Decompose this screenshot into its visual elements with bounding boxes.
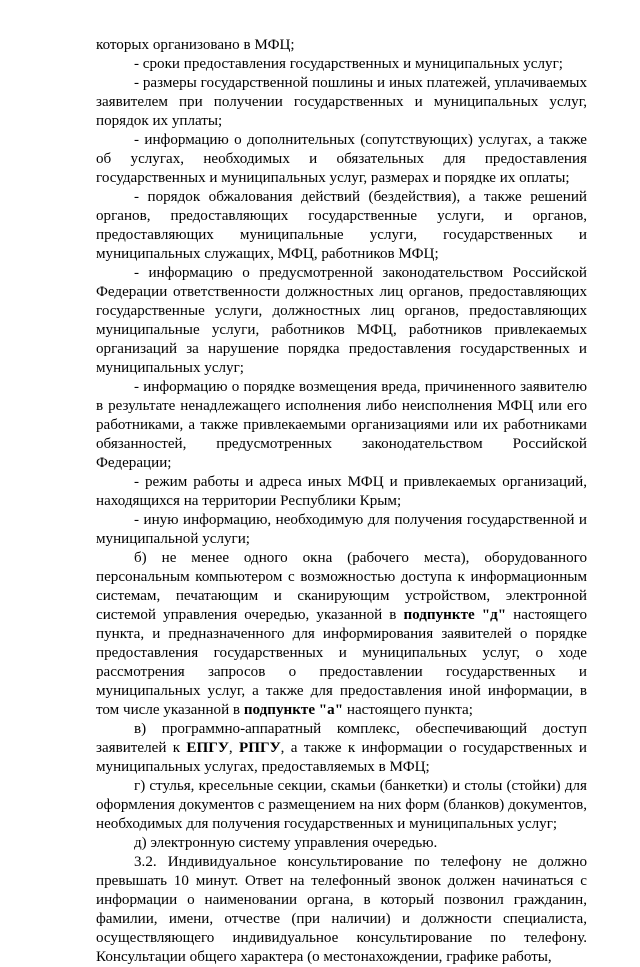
bold-reference: подпункте "а" xyxy=(243,702,344,718)
text-run: - информацию о порядке возмещения вреда, причиненного заявителю в результате ненадлежащего исполнения либо неисполнения МФЦ или его работниками, а также привлекаемыми организациями или их работниками обязанностей, предусмотренных законодательством Российской Федерации; xyxy=(96,379,587,471)
bold-reference: ЕПГУ xyxy=(186,740,229,756)
bold-reference: подпункте "д" xyxy=(403,607,507,623)
text-run: - иную информацию, необходимую для получения государственной и муниципальной услуги; xyxy=(96,512,587,547)
text-run: - сроки предоставления государственных и муниципальных услуг; xyxy=(134,56,563,72)
text-run: настоящего пункта, и предназначенного для информирования заявителей о порядке предоставления государственных и муниципальных услуг, о ходе рассмотрения запросов о предоставлении государственных и муниципальных услуг, а также для предоставления иной информации, в том числе указанной в xyxy=(96,607,587,718)
paragraph xyxy=(96,378,587,473)
paragraph xyxy=(96,264,587,378)
text-run: - порядок обжалования действий (бездействия), а также решений органов, предоставляющих государственные услуги, и органов, предоставляющих муниципальные услуги, государственных и муниципальных служащих, МФЦ, работников МФЦ; xyxy=(96,189,587,262)
paragraph xyxy=(96,188,587,264)
paragraph xyxy=(96,777,587,834)
paragraph xyxy=(96,36,587,55)
text-run: - режим работы и адреса иных МФЦ и привлекаемых организаций, находящихся на территории Республики Крым; xyxy=(96,474,587,509)
text-run: б) не менее одного окна (рабочего места), оборудованного персональным компьютером с возможностью доступа к информационным системам, печатающим и сканирующим устройством, электронной системой управления очередью, указанной в xyxy=(96,550,587,623)
bold-reference: РПГУ xyxy=(239,740,281,756)
paragraph xyxy=(96,473,587,511)
paragraph xyxy=(96,549,587,720)
text-run: которых организовано в МФЦ; xyxy=(96,37,295,53)
text-run: 3.2. Индивидуальное консультирование по телефону не должно превышать 10 минут. Ответ на телефонный звонок должен начинаться с информации о наименовании органа, в который позвонил гражданин, фамилии, имени, отчестве (при наличии) и должности специалиста, осуществляющего индивидуальное консультирование по телефону. Консультации общего характера (о местонахождении, графике работы, xyxy=(96,854,587,965)
paragraph xyxy=(96,131,587,188)
paragraph xyxy=(96,74,587,131)
text-run: , xyxy=(228,740,240,756)
paragraph xyxy=(96,853,587,967)
text-run: настоящего пункта; xyxy=(343,702,473,718)
paragraph xyxy=(96,511,587,549)
text-run: г) стулья, кресельные секции, скамьи (банкетки) и столы (стойки) для оформления документов с размещением на них форм (бланков) документов, необходимых для получения государственных и муниципальных услуг; xyxy=(96,778,587,832)
document-page xyxy=(96,36,587,967)
text-run: д) электронную систему управления очередью. xyxy=(134,835,438,851)
paragraph xyxy=(96,834,587,853)
text-run: в) программно-аппаратный комплекс, обеспечивающий доступ заявителей к xyxy=(96,721,587,756)
text-run: - информацию о предусмотренной законодательством Российской Федерации ответственности должностных лиц органов, предоставляющих государственные услуги, должностных лиц органов, предоставляющих муниципальные услуги, работников МФЦ, работников привлекаемых организаций за нарушение порядка предоставления государственных и муниципальных услуг; xyxy=(96,265,587,376)
paragraph xyxy=(96,55,587,74)
paragraph xyxy=(96,720,587,777)
text-run: , а также к информации о государственных и муниципальных услугах, предоставляемых в МФЦ; xyxy=(96,740,588,775)
text-run: - информацию о дополнительных (сопутствующих) услугах, а также об услугах, необходимых и обязательных для предоставления государственных и муниципальных услуг, размерах и порядке их оплаты; xyxy=(96,132,587,186)
text-run: - размеры государственной пошлины и иных платежей, уплачиваемых заявителем при получении государственных и муниципальных услуг, порядок их уплаты; xyxy=(96,75,587,129)
